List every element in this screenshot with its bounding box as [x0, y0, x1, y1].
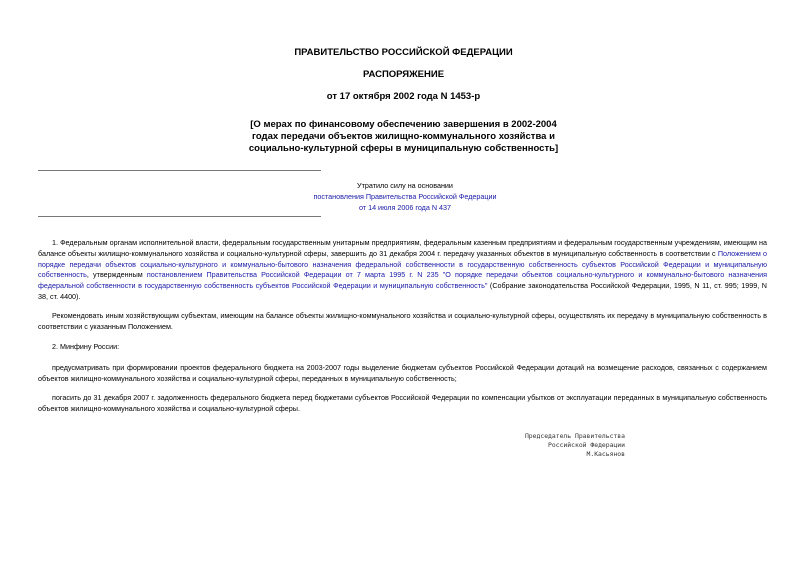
title-line-2: годах передачи объектов жилищно-коммунального хозяйства и: [252, 131, 555, 142]
divider-top: [38, 170, 321, 171]
paragraph-5: погасить до 31 декабря 2007 г. задолженность федерального бюджета перед бюджетами субъектов Российской Федерации по компенсации убытков от эксплуатации переданных в муниципальную собственность объектов жилищно-коммунального хозяйства и социально-культурной сферы.: [38, 393, 767, 413]
signature-block: [460, 432, 625, 459]
repeal-decree-date-link[interactable]: от 14 июля 2006 года N 437: [358, 203, 452, 212]
title-line-1: [О мерах по финансовому обеспечению завершения в 2002-2004: [250, 119, 557, 130]
regulation-link[interactable]: Положением о порядке передачи объектов социально-культурного и коммунально-бытового назначения федеральной собственности в государственную собственность субъектов Российской Федерации и муниципальную собственность: [38, 248, 768, 280]
decree-235-link[interactable]: постановлением Правительства Российской Федерации от 7 марта 1995 г. N 235 "О порядке передачи объектов социально-культурного и коммунально-бытового назначения федеральной собственности в государственную собственность субъектов Российской Федерации и муниципальную собственность": [38, 270, 768, 291]
p1-text-c: (Собрание законодательства Российской Федерации, 1995, N 11, ст. 995; 1999, N 38, ст. 4400).: [38, 281, 767, 301]
repeal-decree-link[interactable]: постановления Правительства Российской Федерации: [313, 192, 497, 201]
paragraph-3: 2. Минфину России:: [52, 342, 120, 351]
paragraph-4: предусматривать при формировании проектов федерального бюджета на 2003-2007 годы выделение бюджетам субъектов Российской Федерации дотаций на возмещение расходов, связанных с содержанием объектов жилищно-коммунального хозяйства и социально-культурной сферы, переданных в муниципальную собственность;: [38, 363, 767, 383]
title-line-3: социально-культурной сферы в муниципальную собственность]: [248, 143, 559, 154]
status-notice: [280, 180, 530, 213]
signature-line-3: М.Касьянов: [586, 450, 625, 458]
signature-line-2: Российской Федерации: [548, 441, 625, 449]
document-kind: РАСПОРЯЖЕНИЕ: [362, 69, 445, 80]
p1-text-a: 1. Федеральным органам исполнительной власти, федеральным государственным унитарным предприятиям, федеральным казенным предприятиям и федеральным государственным учреждениям, имеющим на балансе объекты жилищно-коммунального хозяйства и социально-культурной сферы, завершить до 31 декабря 2004 г. передачу указанных объектов в муниципальную собственность в соответствии с: [38, 238, 767, 258]
document-date-number: от 17 октября 2002 года N 1453-р: [326, 91, 481, 102]
signature-line-1: Председатель Правительства: [524, 432, 625, 440]
divider-bottom: [38, 216, 321, 217]
government-heading: ПРАВИТЕЛЬСТВО РОССИЙСКОЙ ФЕДЕРАЦИИ: [294, 47, 513, 58]
p1-text-b: , утвержденным: [86, 270, 147, 280]
paragraph-1: [38, 238, 767, 303]
status-line: Утратило силу на основании: [357, 181, 453, 190]
paragraph-2: Рекомендовать иным хозяйствующим субъектам, имеющим на балансе объекты жилищно-коммунального хозяйства и социально-культурной сферы, осуществлять их передачу в муниципальную собственность в соответствии с указанным Положением.: [38, 311, 767, 331]
document-title: [0, 119, 807, 155]
